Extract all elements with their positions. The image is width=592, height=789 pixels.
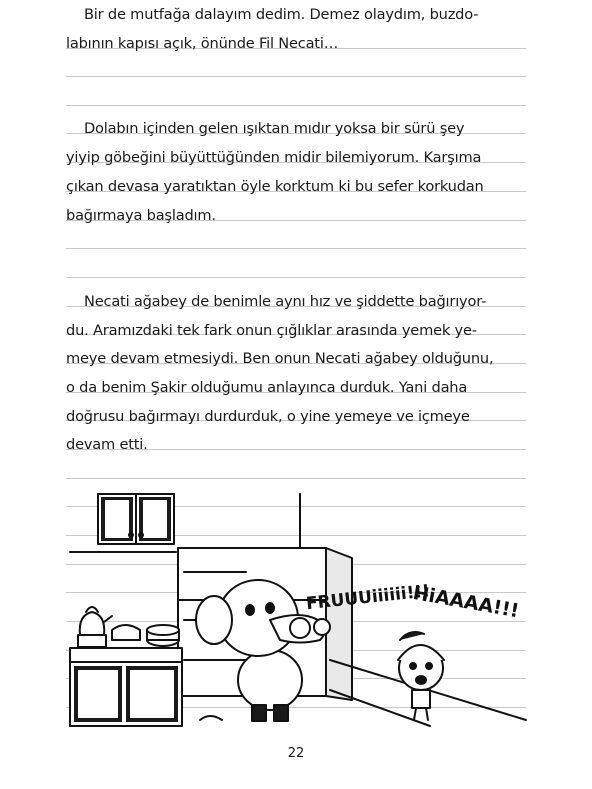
paragraph-2-line-4: bağırmaya başladım. xyxy=(66,207,216,224)
paragraph-3-line-1: Necati ağabey de benimle aynı hız ve şiddette bağırıyor- xyxy=(84,293,487,310)
paragraph-1-line-1: Bir de mutfağa dalayım dedim. Demez olaydım, buzdo- xyxy=(84,6,479,23)
paragraph-3-line-6: devam etti. xyxy=(66,436,148,453)
paragraph-2-line-1: Dolabın içinden gelen ışıktan mıdır yoksa bir sürü şey xyxy=(84,120,465,137)
elephant-character xyxy=(238,650,302,710)
sound-effect-left: FRUUUiiiiii!!! xyxy=(305,581,431,615)
paragraph-3-line-2: du. Aramızdaki tek fark onun çığlıklar arasında yemek ye- xyxy=(66,322,477,339)
page-number: 22 xyxy=(287,746,305,761)
paragraph-3-line-4: o da benim Şakir olduğumu anlayınca durduk. Yani daha xyxy=(66,379,468,396)
paragraph-3-line-5: doğrusu bağırmayı durdurduk, o yine yemeye ve içmeye xyxy=(66,408,470,425)
counter xyxy=(70,648,182,662)
paragraph-2-line-3: çıkan devasa yaratıktan öyle korktum ki bu sefer korkudan xyxy=(66,178,484,195)
teapot xyxy=(80,612,105,635)
paragraph-1-line-2: labının kapısı açık, önünde Fil Necati… xyxy=(66,35,339,52)
sound-effect-right: HiAAAA!!! xyxy=(411,582,521,623)
paragraph-3-line-3: meye devam etmesiydi. Ben onun Necati ağabey olduğunu, xyxy=(66,350,494,367)
paragraph-2-line-2: yiyip göbeğini büyüttüğünden midir bilemiyorum. Karşıma xyxy=(66,149,482,166)
